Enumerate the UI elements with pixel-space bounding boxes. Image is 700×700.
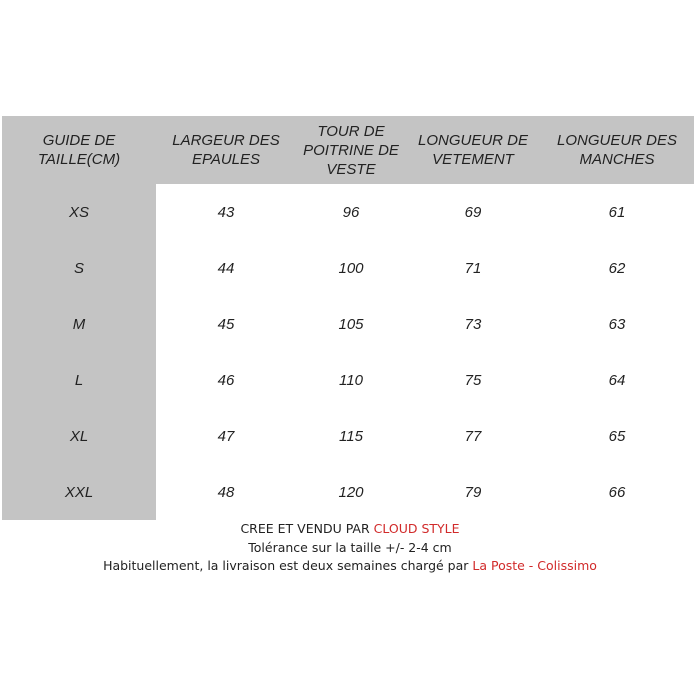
footer-notes [0,520,700,576]
sleeve-cell: 61 [608,203,626,221]
size-cell: XS [2,184,156,240]
table-body [2,184,694,520]
shoulder-cell: 44 [217,259,235,277]
length-cell: 69 [464,203,482,221]
sleeve-cell: 65 [608,427,626,445]
header-sleeve-length: LONGUEUR DES MANCHES [540,116,694,184]
table-row [2,464,694,520]
length-cell: 71 [464,259,482,277]
sleeve-cell: 66 [608,483,626,501]
header-chest: TOUR DE POITRINE DE VESTE [296,116,406,184]
table-row [2,352,694,408]
size-cell: L [2,352,156,408]
sleeve-cell: 64 [608,371,626,389]
length-cell: 75 [464,371,482,389]
chest-cell: 115 [339,427,363,445]
size-guide-table [2,116,694,520]
brand-name: CLOUD STYLE [373,521,460,536]
seller-line [0,520,700,539]
length-cell: 77 [464,427,482,445]
size-cell: M [2,296,156,352]
chest-cell: 100 [338,259,364,277]
table-row [2,296,694,352]
header-shoulder-width: LARGEUR DES EPAULES [156,116,296,184]
shoulder-cell: 48 [217,483,235,501]
size-cell: XXL [2,464,156,520]
chest-cell: 96 [342,203,360,221]
table-row [2,184,694,240]
carrier-name: La Poste - Colissimo [472,558,597,573]
size-cell: XL [2,408,156,464]
delivery-line [0,557,700,576]
table-row [2,240,694,296]
header-size-guide: GUIDE DE TAILLE(CM) [2,116,156,184]
shoulder-cell: 47 [217,427,235,445]
chest-cell: 110 [339,371,363,389]
shoulder-cell: 45 [217,315,235,333]
chest-cell: 105 [338,315,364,333]
sleeve-cell: 63 [608,315,626,333]
shoulder-cell: 43 [217,203,235,221]
table-header [2,116,694,184]
header-garment-length: LONGUEUR DE VETEMENT [406,116,540,184]
length-cell: 79 [464,483,482,501]
delivery-prefix: Habituellement, la livraison est deux semaines chargé par [103,558,473,573]
chest-cell: 120 [338,483,364,501]
size-cell: S [2,240,156,296]
seller-prefix: CREE ET VENDU PAR [240,521,374,536]
sleeve-cell: 62 [608,259,626,277]
shoulder-cell: 46 [217,371,235,389]
header-row [2,116,694,184]
tolerance-line: Tolérance sur la taille +/- 2-4 cm [248,539,452,555]
table-row [2,408,694,464]
length-cell: 73 [464,315,482,333]
